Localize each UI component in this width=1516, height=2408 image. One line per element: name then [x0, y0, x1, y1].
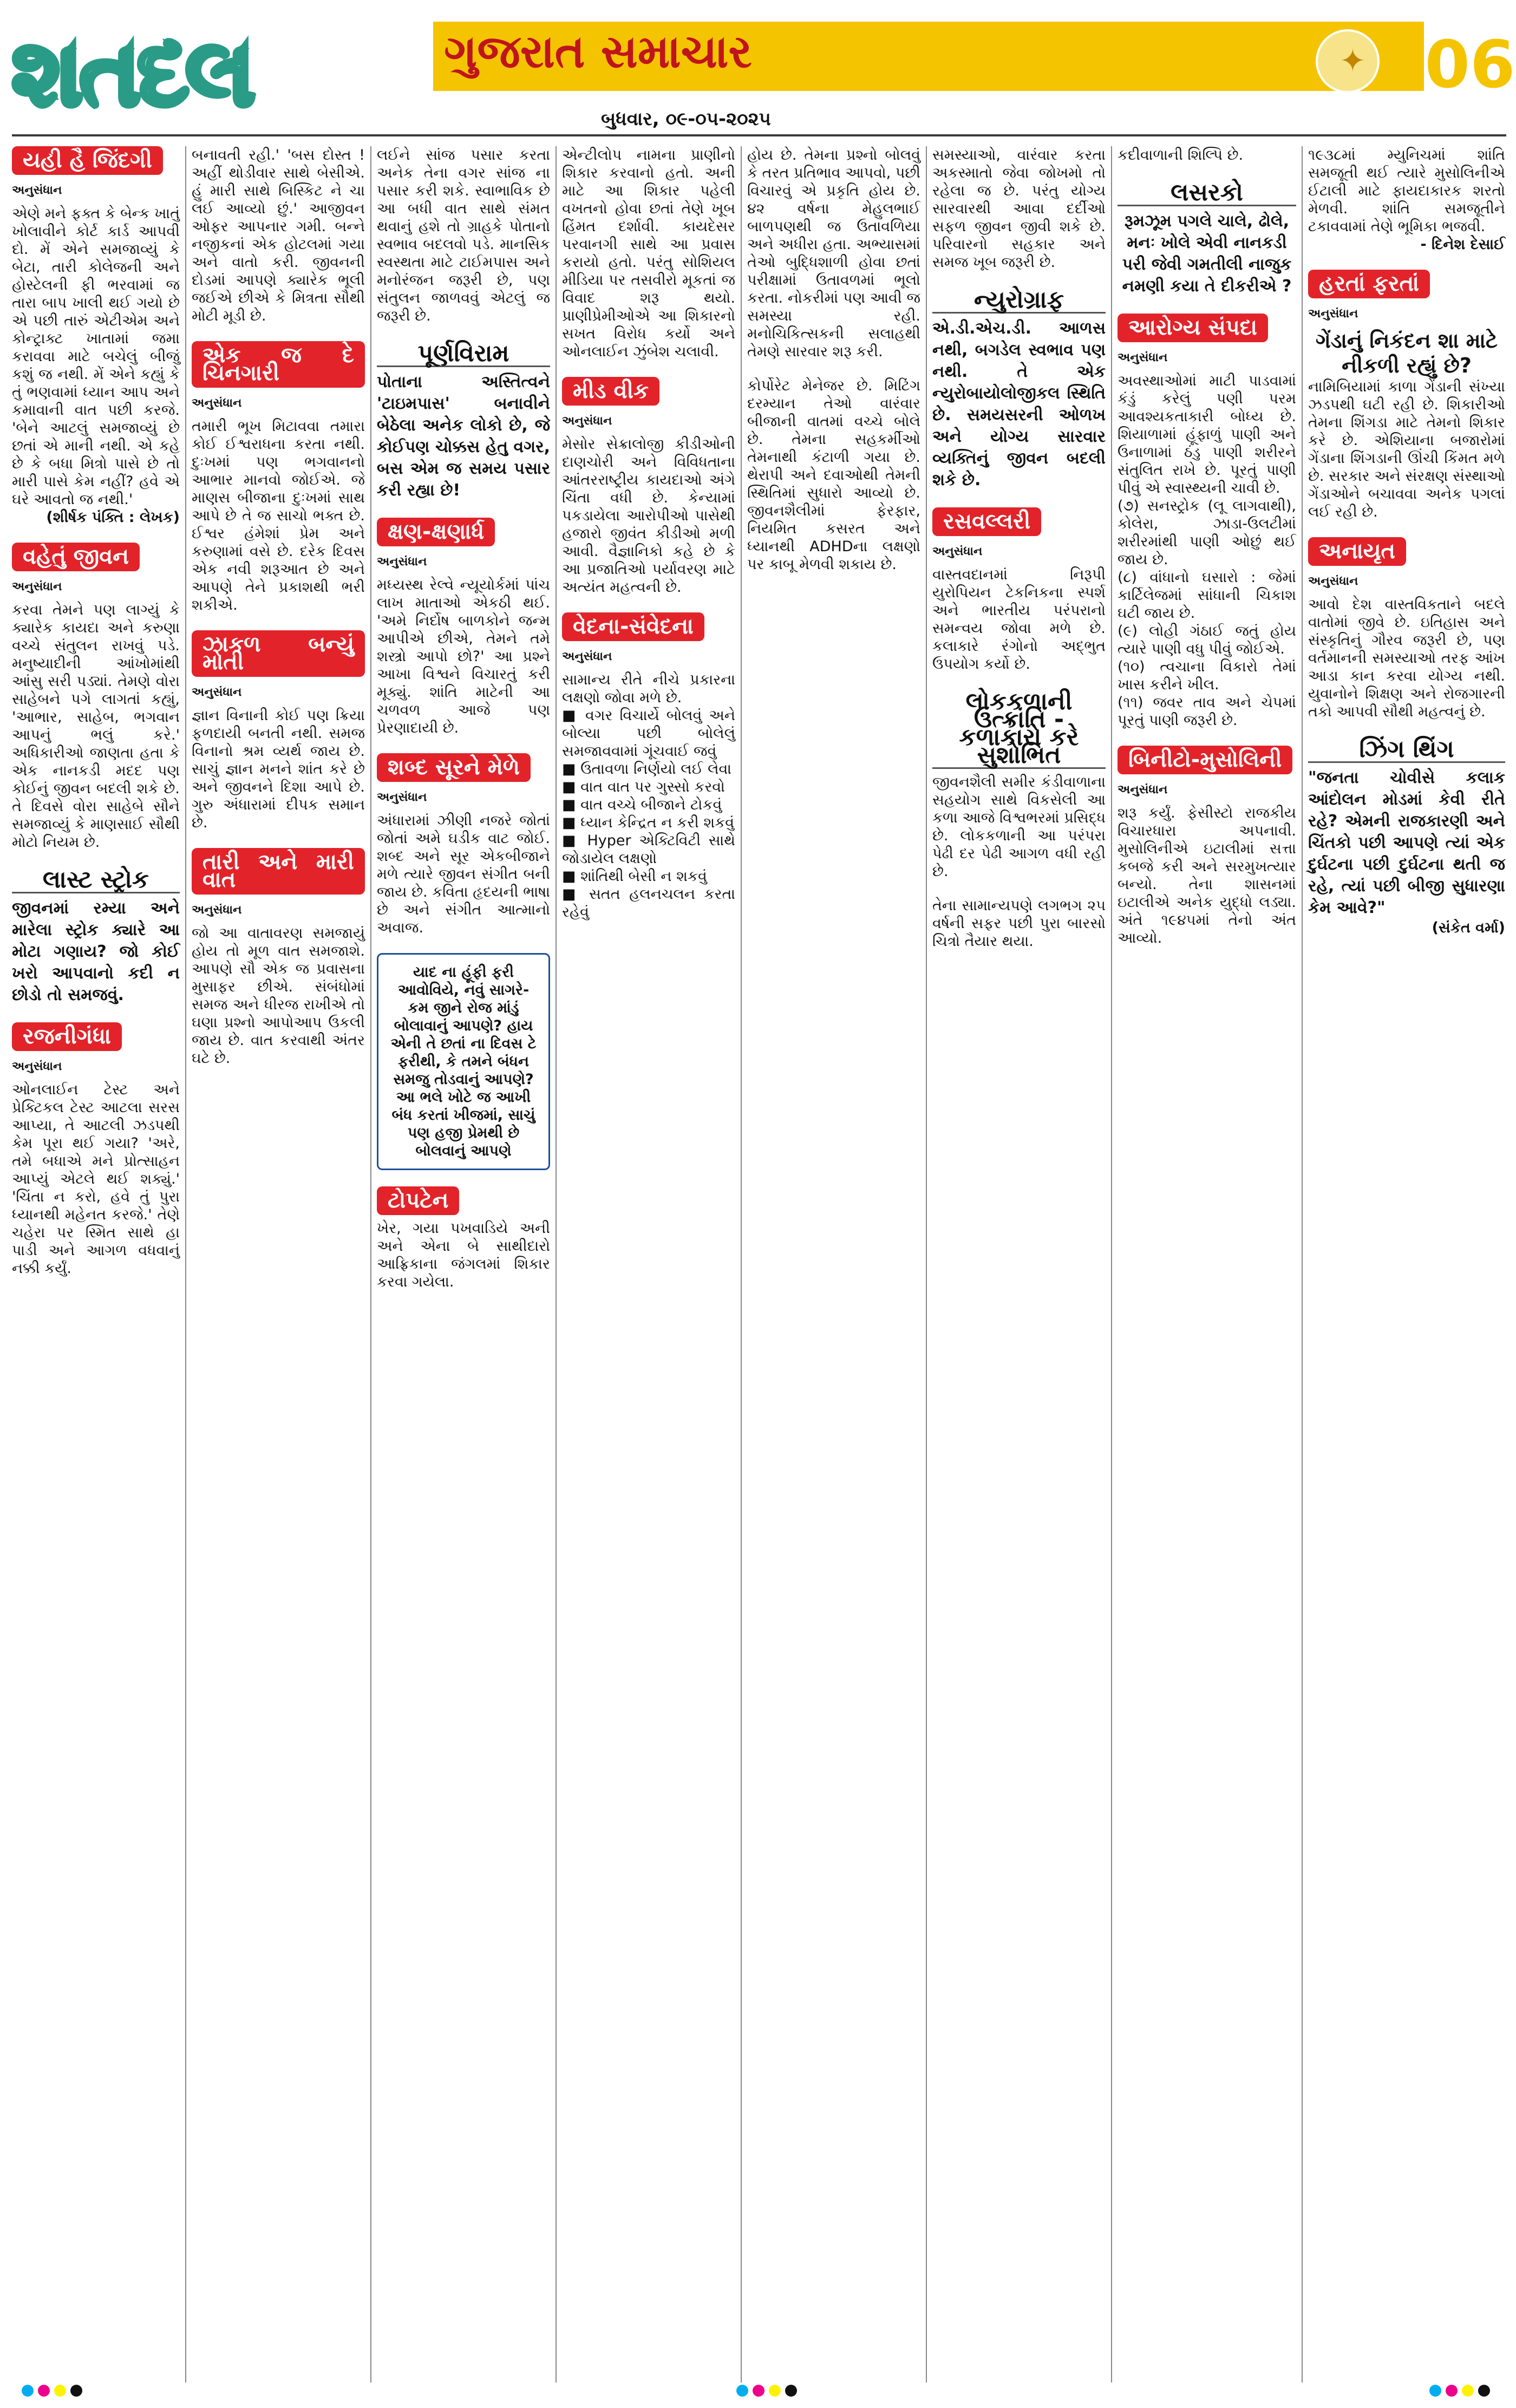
poem-text: યાદ ના હૂંફી ફરી આવોવિયે, નવું સાગરે- કમ જીને રોજ માંડું બોલાવાનું આપણે? હાય એની તે છતાં ના દિવસ ટે ફરીથી, કે તમને બંધન સમજુ તોડવાનું આપણે? આ ભલે ખોટે જ આખી બંધ કરતાં ખીજમાં, સાચું પણ હજી પ્રેમથી છે બોલવાનું આપણે — [390, 964, 537, 1159]
byline: અનુસંધાન — [1118, 783, 1168, 797]
article-body: નામિબિયામાં કાળા ગેંડાની સંખ્યા ઝડપથી ઘટી રહી છે. શિકારીઓ તેમના શિંગડા માટે તેમનો શિકાર કરે છે. એશિયાના બજારોમાં ગેંડાના શિંગડાની ઊંચી કિંમત મળે છે. સરકાર અને સંરક્ષણ સંસ્થાઓ ગેંડાઓને બચાવવા અનેક પગલાં લઈ રહી છે. — [1308, 379, 1505, 520]
byline: અનુસંધાન — [562, 650, 612, 663]
section-heading: પૂર્ણવિરામ — [377, 341, 550, 367]
list-item-text: Hyper એક્ટિવિટી સાથે જોડાયેલ લક્ષણો — [562, 832, 735, 867]
section-heading: વેદના-સંવેદના — [562, 612, 704, 641]
section-heading: રજનીગંધા — [12, 1022, 122, 1051]
article-body: બનાવતી રહી.' 'બસ દોસ્ત ! અહીં થોડીવાર સાથે બેસીએ. હું મારી સાથે બિસ્કિટ ને ચા લઈ આવ્યો છું.' આજીવન ઓફર આપનાર ગમી. બન્ને નજીકનાં એક હોટલમાં ગયા અને વાતો કરી. જીવનની દોડમાં આપણે ક્યારેક ભૂલી જઈએ છીએ કે મિત્રતા સૌથી મોટી મૂડી છે. — [192, 147, 365, 324]
byline: અનુસંધાન — [12, 580, 62, 593]
section-heading: અનાયૃત — [1308, 537, 1406, 566]
byline: અનુસંધાન — [1118, 351, 1168, 364]
section-heading: બિનીટો-મુસોલિની — [1118, 746, 1292, 774]
byline: અનુસંધાન — [377, 791, 427, 804]
article-body: એન્ટીલોપ નામના પ્રાણીનો શિકાર કરવાનો હતો. અની માટે આ શિકાર પહેલી વખતનો હોવા છતાં તેણે ખૂબ હિંમત દર્શાવી. કાયદેસર પરવાનગી સાથે આ પ્રવાસ કરાયો હતો. પરંતુ સોશિયલ મીડિયા પર તસવીરો મૂકતાં જ વિવાદ શરૂ થયો. પ્રાણીપ્રેમીઓએ આ શિકારનો સખત વિરોધ કર્યો અને ઓનલાઈન ઝુંબેશ ચલાવી. — [562, 147, 735, 360]
article-body: પોતાના અસ્તિત્વને 'ટાઇમપાસ' બનાવીને બેઠેલા અનેક લોકો છે, જે કોઈપણ ચોક્કસ હેતુ વગર, બસ એમ જ સમય પસાર કરી રહ્યા છે! — [377, 373, 550, 500]
list-item: ■ વગર વિચાર્યે બોલવું અને બોલ્યા પછી બોલેલું સમજાવવામાં ગૂંચવાઈ જવું — [562, 707, 735, 760]
list-item: (૧૧) જવર તાવ અને ચેપમાં પૂરતું પાણી જરૂરી છે. — [1118, 694, 1296, 729]
article-body: સમસ્યાઓ, વારંવાર કરતા અકસ્માતો જેવા જોખમો તો રહેલા જ છે. પરંતુ યોગ્ય સારવારથી આવા દર્દીઓ સફળ જીવન જીવી શકે છે. પરિવારનો સહકાર અને સમજ ખૂબ જરૂરી છે. — [932, 147, 1106, 271]
article-body: રૂમઝૂમ પગલે ચાલે, ઢોલે, મનઃ ખોલે એવી નાનકડી પરી જેવી ગમતીલી નાજુક નમણી કયા તે દીકરીએ ? — [1122, 212, 1292, 296]
list-item: ■ ઉતાવળા નિર્ણયો લઈ લેવા — [562, 761, 731, 778]
column-4 — [562, 146, 735, 937]
section-heading: ટોપટેન — [377, 1186, 459, 1215]
section-heading: ઝિંગ થિંગ — [1308, 737, 1505, 763]
list-item: ■ વાત વચ્ચે બીજાને ટોકવું — [562, 797, 722, 813]
paper-band — [433, 22, 1424, 91]
registration-dot — [70, 2385, 82, 2397]
article-body: જીવનશૈલી સમીર કંડીવાળાના સહયોગ સાથે વિકસેલી આ કળા આજે વિશ્વભરમાં પ્રસિદ્ધ છે. લોકકળાની આ પરંપરા પેઢી દર પેઢી આગળ વધી રહી છે. — [932, 774, 1106, 880]
list-item-text: ધ્યાન કેન્દ્રિત ન કરી શકવું — [580, 814, 735, 831]
section-heading: શબ્દ સૂરને મેળે — [377, 753, 531, 782]
article-body: હોય છે. તેમના પ્રશ્નો બોલવું કે તરત પ્રતિભાવ આપવો, પછી વિચારવું એ પ્રકૃતિ હોય છે. ૪૨ વર્ષના મેહુલભાઈ બાળપણથી જ ઉતાવળિયા અને અધીરા હતા. અભ્યાસમાં તેઓ બુદ્ધિશાળી હોવા છતાં પરીક્ષામાં ઉતાવળમાં ભૂલો કરતા. નોકરીમાં પણ આવી જ સમસ્યા રહી. મનોચિકિત્સકની સલાહથી તેમણે સારવાર શરૂ કરી. — [747, 147, 920, 360]
article-body: એ.ડી.એચ.ડી. આળસ નથી, બગડેલ સ્વભાવ પણ નથી. તે એક ન્યુરોબાયોલોજીકલ સ્થિતિ છે. સમયસરની ઓળખ અને યોગ્ય સારવાર વ્યક્તિનું જીવન બદલી શકે છે. — [932, 319, 1106, 490]
poem-box — [377, 953, 550, 1170]
article-sign: (શીર્ષક પંક્તિ : લેખક) — [46, 509, 180, 526]
byline: અનુસંધાન — [562, 414, 612, 428]
section-heading: યહી હૈ જિંદગી — [12, 146, 163, 175]
column-divider — [1111, 146, 1112, 2383]
paper-logo-icon: ✦ — [1316, 29, 1380, 93]
registration-dot — [769, 2385, 781, 2397]
column-1 — [12, 146, 180, 1294]
column-divider — [1302, 146, 1303, 2383]
section-heading: વહેતું જીવન — [12, 543, 140, 571]
article-body: જીવનમાં રમ્યા અને મારેલા સ્ટ્રોક ક્યારે આ મોટા ગણાય? જો કોઈ ખરો આપવાનો કદી ન છોડો તો સમજવું. — [12, 899, 180, 1004]
byline: અનુસંધાન — [932, 545, 983, 558]
list-item-text: શાંતિથી બેસી ન શકવું — [580, 868, 707, 885]
article-body: કોર્પોરેટ મેનેજર છે. મિટિંગ દરમ્યાન તેઓ વારંવાર બીજાની વાતમાં વચ્ચે બોલે છે. તેમના સહકર્મીઓ તેમનાથી કંટાળી ગયા છે. થેરાપી અને દવાઓથી તેમની સ્થિતિમાં સુધારો આવ્યો છે. જીવનશૈલીમાં ફેરફાર, નિયમિત કસરત અને ધ્યાનથી ADHDના લક્ષણો પર કાબૂ મેળવી શકાય છે. — [747, 377, 920, 573]
registration-dot — [1429, 2385, 1441, 2397]
list-item: (૯) લોહી ગંઠાઈ જતું હોય ત્યારે પાણી વધુ પીવું જોઈએ. — [1118, 623, 1296, 657]
page-number: 06 — [1424, 27, 1515, 103]
registration-dot — [1462, 2385, 1474, 2397]
article-body: તમારી ભૂખ મિટાવવા તમારા કોઈ ઈશ્વરાધના કરતા નથી. દુઃખમાં પણ ભગવાનનો આભાર માનવો જોઈએ. જે માણસ બીજાના દુઃખમાં સાથ આપે છે તે જ સાચો ભક્ત છે. ઈશ્વર હંમેશાં પ્રેમ અને કરુણામાં વસે છે. દરેક દિવસ એક નવી શરૂઆત છે અને આપણે તેને પ્રકાશથી ભરી શકીએ. — [192, 418, 365, 614]
column-5 — [747, 146, 920, 590]
list-item: ■ વાત વાત પર ગુસ્સો કરવો — [562, 779, 725, 795]
list-item-text: વગર વિચાર્યે બોલવું અને બોલ્યા પછી બોલેલું સમજાવવામાં ગૂંચવાઈ જવું — [562, 707, 735, 760]
print-color-bar — [0, 2377, 1516, 2404]
section-heading: આરોગ્ય સંપદા — [1118, 314, 1268, 342]
article-body: ઓનલાઈન ટેસ્ટ અને પ્રેક્ટિકલ ટેસ્ટ આટલા સરસ આપ્યા, તે આટલી ઝડપથી કેમ પૂરા થઈ ગયા? 'અરે, તમે બધાએ મને પ્રોત્સાહન આપ્યું એટલે થઈ શક્યું.' 'ચિંતા ન કરો, હવે તું પુરા ધ્યાનથી મહેનત કરજે.' તેણે ચહેરા પર સ્મિત સાથે હા પાડી અને આગળ વધવાનું નક્કી કર્યું. — [12, 1081, 180, 1277]
article-body: મધ્યસ્થ રેલ્વે ન્યૂયોર્કમાં પાંચ લાખ માતાઓ એકઠી થઈ. 'અમે નિર્દોષ બાળકોને જન્મ આપીએ છીએ, તેમને તમે શસ્ત્રો આપો છો?' આ પ્રશ્ને આખા વિશ્વને વિચારતું કરી મૂક્યું. શાંતિ માટેની આ ચળવળ આજે પણ પ્રેરણાદાયી છે. — [377, 577, 550, 736]
list-item: ■ સતત હલનચલન કરતા રહેવું — [562, 886, 735, 921]
article-body: લઈને સાંજ પસાર કરતા અનેક તેના વગર સાંજ ના પસાર કરી શકે. સ્વાભાવિક છે આ બધી વાત સાથે સંમત થવાનું હશે તો ગ્રાહકે પોતાનો સ્વભાવ બદલવો પડે. માનસિક સ્વસ્થતા માટે ટાઈમપાસ અને મનોરંજન જરૂરી છે, પણ સંતુલન જાળવવું એટલું જ જરૂરી છે. — [377, 147, 550, 324]
column-divider — [185, 146, 186, 2383]
article-body: કદીવાળાની શિલ્પિ છે. — [1118, 147, 1244, 164]
byline: અનુસંધાન — [192, 396, 242, 410]
list-item-text: વાત વાત પર ગુસ્સો કરવો — [580, 779, 725, 795]
header-rule — [12, 134, 1506, 136]
article-body: ૧૯૩૮માં મ્યુનિચમાં શાંતિ સમજૂતી થઈ ત્યારે મુસોલિનીએ ઈટાલી માટે ફાયદાકારક શરતો મેળવી. શાંતિ સમજૂતીને ટકાવવામાં તેણે ભૂમિકા ભજવી. — [1308, 147, 1505, 235]
byline: અનુસંધાન — [1308, 575, 1358, 588]
column-divider — [556, 146, 557, 2383]
list-item: ■ Hyper એક્ટિવિટી સાથે જોડાયેલ લક્ષણો — [562, 832, 735, 867]
column-7 — [1118, 146, 1296, 963]
column-2 — [192, 146, 365, 1084]
column-3 — [377, 146, 550, 1307]
column-8 — [1308, 146, 1505, 953]
registration-dot — [736, 2385, 748, 2397]
article-body: અવસ્થાઓમાં માટી પાડવામાં કંડું કરેલું પણી પરમ આવશ્યકતાકારી બોધ્ય છે. શિયાળામાં હૂંફાળું પાણી અને ઉનાળામાં ઠંડુ પાણી શરીરને સંતુલિત રાખે છે. પૂરતું પાણી પીવું એ સ્વાસ્થ્યની ચાવી છે. — [1118, 373, 1296, 497]
byline: અનુસંધાન — [192, 686, 242, 699]
section-heading: ઝાકળ બન્યું મોતી — [192, 630, 365, 677]
section-heading: લસરકો — [1118, 180, 1296, 206]
article-body: સામાન્ય રીતે નીચે પ્રકારના લક્ષણો જોવા મળે છે. — [562, 671, 735, 706]
byline: અનુસંધાન — [12, 1060, 62, 1073]
registration-dot — [1478, 2385, 1490, 2397]
masthead — [0, 0, 1516, 135]
list-item: ■ શાંતિથી બેસી ન શકવું — [562, 868, 707, 885]
registration-dot — [38, 2385, 50, 2397]
section-heading: લોકકળાની ઉત્ક્રાંતિ - કળાકારો કરે સુશોભિત — [932, 689, 1106, 769]
section-name: શતદલ — [12, 18, 252, 127]
registration-dot — [54, 2385, 66, 2397]
registration-dot — [1446, 2385, 1458, 2397]
article-body: અંધારામાં ઝીણી નજરે જોતાં જોતાં અમે ઘડીક વાટ જોઈ. શબ્દ અને સૂર એકબીજાને મળે ત્યારે જીવન સંગીત બની જાય છે. કવિતા હૃદયની ભાષા છે અને સંગીત આત્માનો અવાજ. — [377, 812, 550, 936]
list-item-text: વાત વચ્ચે બીજાને ટોકવું — [580, 797, 722, 813]
section-heading: એક જ દે ચિનગારી — [192, 341, 365, 388]
column-divider — [370, 146, 371, 2383]
list-item-text: સતત હલનચલન કરતા રહેવું — [562, 886, 735, 921]
article-title: ગેંડાનું નિકંદન શા માટે નીકળી રહ્યું છે? — [1315, 329, 1498, 377]
registration-dot — [753, 2385, 764, 2397]
article-body: કરવા તેમને પણ લાગ્યું કે ક્યારેક કાયદા અને કરુણા વચ્ચે સંતુલન રાખવું પડે. મનુષ્યાદીની આંખોમાંથી આંસુ સરી પડ્યાં. તેમણે વોરા સાહેબને પગે લાગતાં કહ્યું, 'આભાર, સાહેબ, ભગવાન આપનું ભલું કરે.' અધિકારીઓ જાણતા હતા કે એક નાનકડી મદદ પણ કોઈનું જીવન બદલી શકે છે. તે દિવસે વોરા સાહેબે સૌને સમજાવ્યું કે માણસાઈ સૌથી મોટો નિયમ છે. — [12, 602, 180, 851]
section-heading: હરતાં ફરતાં — [1308, 270, 1430, 298]
list-item: (૧૦) ત્વચાના વિકારો તેમાં ખાસ કરીને ખીલ. — [1118, 658, 1296, 693]
bullet-list — [562, 707, 735, 921]
section-heading: ન્યુરોગ્રાફ — [932, 288, 1106, 314]
article-body: આવો દેશ વાસ્તવિકતાને બદલે વાતોમાં જીવે છે. ઇતિહાસ અને સંસ્કૃતિનું ગૌરવ જરૂરી છે, પણ વર્તમાનની સમસ્યાઓ તરફ આંખ આડા કાન કરવા યોગ્ય નથી. યુવાનોને શિક્ષણ અને રોજગારની તકો આપવી સૌથી મહત્વનું છે. — [1308, 596, 1505, 720]
registration-dot — [785, 2385, 797, 2397]
article-body: જો આ વાતાવરણ સમજાયું હોય તો મૂળ વાત સમજાશે. આપણે સૌ એક જ પ્રવાસના મુસાફર છીએ. સંબંધોમાં સમજ અને ધીરજ રાખીએ તો ઘણા પ્રશ્નો આપોઆપ ઉકલી જાય છે. વાત કરવાથી અંતર ઘટે છે. — [192, 925, 365, 1067]
paper-name: ગુજરાત સમાચાર — [444, 25, 752, 78]
column-divider — [926, 146, 927, 2383]
section-heading: ક્ષણ-ક્ષણાર્ધ — [377, 518, 495, 546]
section-heading: લાસ્ટ સ્ટ્રોક — [12, 867, 180, 893]
column-divider — [741, 146, 742, 2383]
article-body: "જનતા ચોવીસે કલાક આંદોલન મોડમાં કેવી રીતે રહે? એમની રાજકારણી અને ચિંતકો પછી આપણે ત્યાં એક દુર્ઘટના પછી દુર્ઘટના થતી જ રહે, ત્યાં પછી બીજી સુધારણા કેમ આવે?" — [1308, 768, 1505, 917]
issue-date: બુધવાર, ૦૯-૦૫-૨૦૨૫ — [601, 108, 771, 130]
article-body: શરૂ કર્યું. ફેસીસ્ટો રાજકીય વિચારધારા અપનાવી. મુસોલિનીએ ઇટાલીમાં સત્તા કબજે કરી અને સરમુખત્યાર બન્યો. તેના શાસનમાં ઇટાલીએ અનેક યુદ્ધો લડ્યા. અંતે ૧૯૪૫માં તેનો અંત આવ્યો. — [1118, 805, 1296, 947]
article-sign: (સંકેત વર્મા) — [1432, 919, 1505, 936]
section-heading: રસવલ્લરી — [932, 507, 1041, 536]
byline: અનુસંધાન — [377, 555, 427, 569]
section-logo — [12, 18, 423, 127]
byline: અનુસંધાન — [192, 903, 242, 917]
list-item: ■ ધ્યાન કેન્દ્રિત ન કરી શકવું — [562, 814, 735, 831]
byline: અનુસંધાન — [1308, 307, 1358, 321]
article-body: ખેર, ગયા પખવાડિયે અની અને એના બે સાથીદારો આફ્રિકાના જંગલમાં શિકાર કરવા ગયેલા. — [377, 1220, 550, 1290]
column-6 — [932, 146, 1106, 967]
byline: અનુસંધાન — [12, 184, 62, 197]
article-body: તેના સામાન્યપણે લગભગ ૨૫ વર્ષની સફર પછી પુરા બારસો ચિત્રો તૈયાર થયા. — [932, 897, 1106, 950]
article-body: વાસ્તવદાનમાં નિરૂપી યુરોપિયન ટેકનિકના સ્પર્શ અને ભારતીય પરંપરાનો સમન્વય જોવા મળે છે. કલાકારે રંગોનો અદ્ભુત ઉપયોગ કર્યો છે. — [932, 566, 1106, 673]
list-item: (૭) સનસ્ટ્રોક (લૂ લાગવાથી), કોલેરા, ઝાડા-ઉલટીમાં શરીરમાંથી પાણી ઓછું થઈ જાય છે. — [1118, 498, 1296, 568]
section-heading: તારી અને મારી વાત — [192, 848, 365, 895]
article-body: જ્ઞાન વિનાની કોઈ પણ ક્રિયા ફળદાયી બનતી નથી. સમજ વિનાનો શ્રમ વ્યર્થ જાય છે. સાચું જ્ઞાન મનને શાંત કરે છે અને જીવનને દિશા આપે છે. ગુરુ અંધારામાં દીપક સમાન છે. — [192, 707, 365, 831]
list-item-text: ઉતાવળા નિર્ણયો લઈ લેવા — [580, 761, 731, 778]
registration-dot — [22, 2385, 34, 2397]
article-sign: - દિનેશ દેસાઈ — [1420, 236, 1505, 253]
article-body: એણે મને ફક્ત કે બેન્ક ખાતું ખોલાવીને કોર્ટ કાર્ડ આપવી દો. મેં એને સમજાવ્યું કે બેટા, તારી કોલેજની અને હોસ્ટેલની ફી ભરવામાં જ તારા બાપ ખાલી થઈ ગયો છે એ પછી તારું એટીએમ અને કોન્ટ્રાક્ટ ખાતામાં જમા કરાવવા માટે બચેલું બીજું કશું જ નથી. મેં એને કહ્યું કે તું ભણવામાં ધ્યાન આપ અને કમાવાની વાત પછી કરજે. 'બેને આટલું સમજાવ્યું છે છતાં એ માની નથી. એ કહે છે કે બધા મિત્રો પાસે છે તો મારી પાસે કેમ નહીં? હવે એ ઘરે આવતો જ નથી.' — [12, 205, 180, 508]
article-body: મેસોર સેક્રાલોજી કીડીઓની દાણચોરી અને વિવિધતાના આંતરરાષ્ટ્રીય કાયદાઓ અંગે ચિંતા વધી છે. કેન્યામાં પકડાયેલા આરોપીઓ પાસેથી હજારો જીવંત કીડીઓ મળી આવી. વૈજ્ઞાનિકો કહે છે કે આ પ્રજાતિઓ પર્યાવરણ માટે અત્યંત મહત્વની છે. — [562, 436, 735, 596]
section-heading: મીડ વીક — [562, 377, 659, 406]
list-item: (૮) વાંધાનો ઘસારો : જેમાં કાર્ટિલેજમાં સાંધાની ચિકાશ ઘટી જાય છે. — [1118, 569, 1296, 622]
